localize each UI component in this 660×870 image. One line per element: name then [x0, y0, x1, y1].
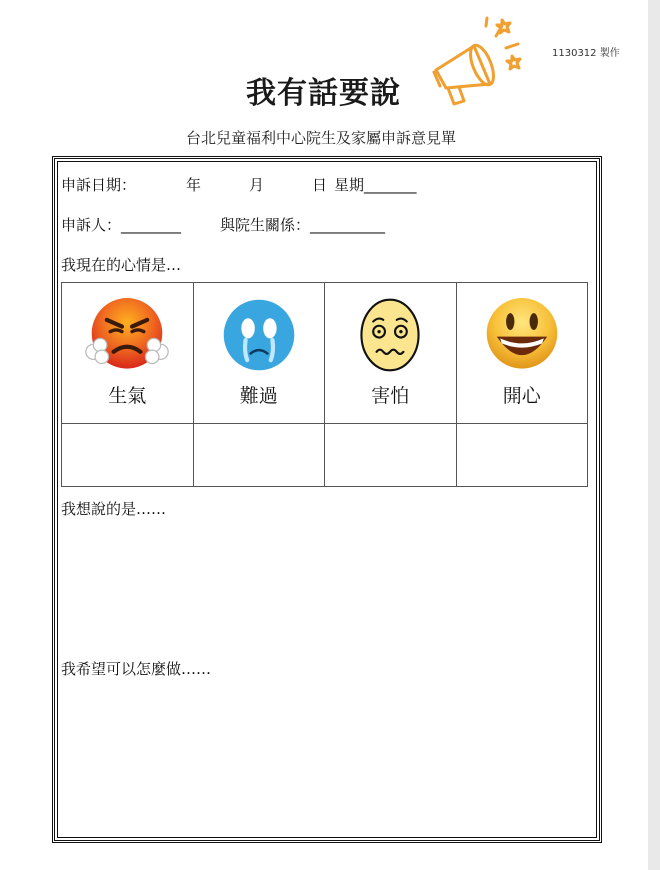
- mood-cell-happy[interactable]: [456, 283, 588, 424]
- mood-check-scared[interactable]: [325, 424, 457, 487]
- mood-check-sad[interactable]: [193, 424, 325, 487]
- mood-prompt: 我現在的心情是…: [61, 256, 182, 274]
- page-title: 我有話要說: [246, 76, 401, 111]
- date-year-field[interactable]: 年: [186, 176, 202, 194]
- mood-label-happy: 開心: [502, 385, 541, 407]
- viewer-scrollbar[interactable]: [648, 0, 660, 870]
- mood-label-angry: 生氣: [108, 385, 147, 407]
- mood-cell-angry[interactable]: [62, 283, 194, 424]
- scared-face-icon: [348, 293, 432, 377]
- crying-face-icon: [217, 293, 301, 377]
- date-weekday-field[interactable]: 星期_______: [334, 176, 417, 194]
- complainant-field[interactable]: 申訴人：________: [61, 216, 182, 234]
- date-day-field[interactable]: 日: [312, 176, 328, 194]
- mood-cell-scared[interactable]: [325, 283, 457, 424]
- complaint-date-label: 申訴日期：: [61, 176, 137, 194]
- mood-cell-sad[interactable]: [193, 283, 325, 424]
- mood-label-scared: 害怕: [371, 385, 410, 407]
- mood-check-angry[interactable]: [62, 424, 194, 487]
- happy-face-icon: [480, 293, 564, 377]
- page-subtitle: 台北兒童福利中心院生及家屬申訴意見單: [186, 129, 457, 147]
- mood-check-happy[interactable]: [456, 424, 588, 487]
- date-month-field[interactable]: 月: [249, 176, 265, 194]
- relation-field[interactable]: 與院生關係：__________: [220, 216, 386, 234]
- document-code: 1130312 製作: [552, 48, 620, 59]
- angry-face-icon: [85, 293, 169, 377]
- megaphone-icon: [424, 12, 524, 112]
- say-prompt: 我想說的是……: [61, 500, 167, 518]
- mood-table: [61, 282, 588, 487]
- hope-prompt: 我希望可以怎麼做……: [61, 660, 212, 678]
- mood-label-sad: 難過: [239, 385, 278, 407]
